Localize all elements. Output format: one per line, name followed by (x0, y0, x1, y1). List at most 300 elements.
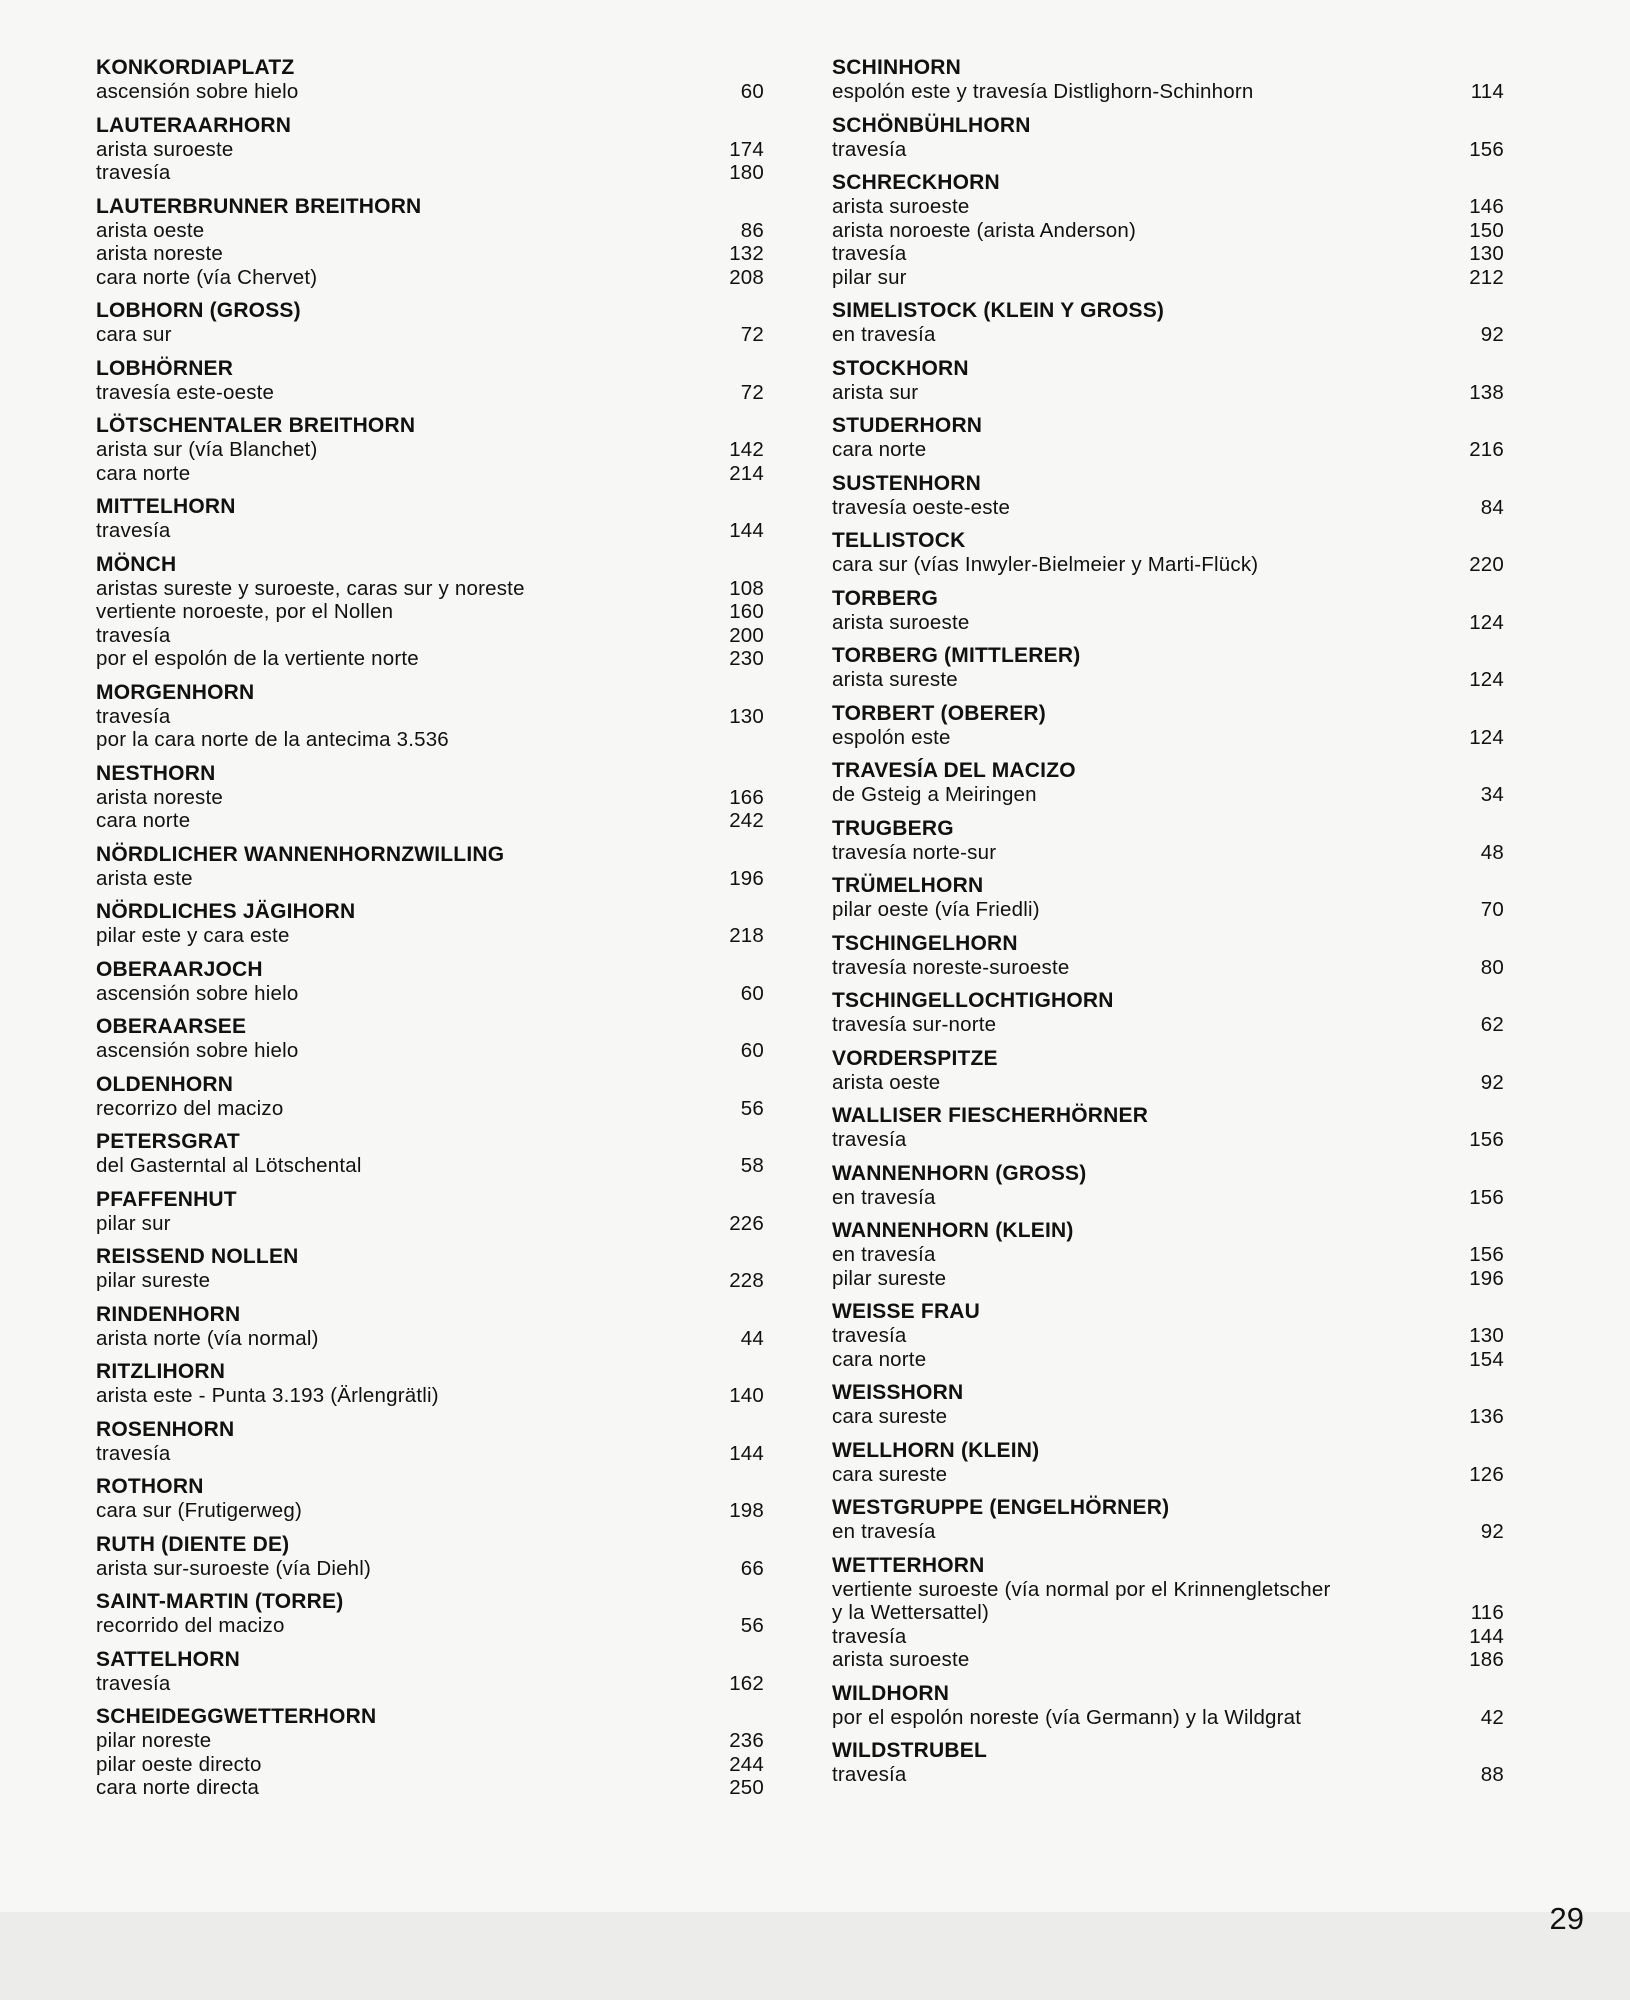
route-page-number: 218 (729, 924, 764, 947)
route-row (832, 195, 1504, 219)
entry-title: WEISSE FRAU (832, 1300, 981, 1323)
route-row (832, 1348, 1504, 1372)
index-entry (832, 817, 1504, 865)
route-row (96, 1039, 764, 1063)
route-name: cara norte (832, 1347, 927, 1371)
route-name: travesía noreste-suroeste (832, 955, 1070, 979)
route-row (832, 1601, 1504, 1625)
route-page-number: 132 (729, 242, 764, 265)
route-name: pilar sur (832, 265, 907, 289)
route-name: arista sur (832, 380, 919, 404)
route-row (96, 1212, 764, 1236)
route-name: arista suroeste (832, 610, 970, 634)
route-name: ascensión sobre hielo (96, 1039, 299, 1062)
route-name: arista sur-suroeste (vía Diehl) (96, 1556, 372, 1580)
route-row (832, 553, 1504, 577)
entry-title: VORDERSPITZE (832, 1046, 998, 1070)
index-entry (832, 1554, 1504, 1672)
route-row (96, 438, 764, 462)
route-page-number: 214 (729, 461, 764, 485)
route-page-number: 130 (1469, 242, 1504, 265)
entry-title: RUTH (DIENTE DE) (96, 1532, 290, 1556)
route-page-number: 84 (1480, 495, 1504, 519)
route-name: cara sureste (832, 1405, 948, 1428)
entry-title: WESTGRUPPE (ENGELHÖRNER) (832, 1496, 1170, 1519)
index-entry (96, 1245, 764, 1293)
index-entry (832, 702, 1504, 750)
route-row (832, 1463, 1504, 1487)
route-page-number: 150 (1469, 218, 1504, 242)
route-page-number: 56 (740, 1614, 764, 1637)
route-row (832, 138, 1504, 162)
route-page-number: 230 (729, 647, 764, 670)
route-row (832, 1520, 1504, 1544)
route-row (96, 647, 764, 671)
route-name: de Gsteig a Meiringen (832, 783, 1037, 806)
entry-title: KONKORDIAPLATZ (96, 56, 295, 79)
entry-title: SCHÖNBÜHLHORN (832, 113, 1031, 137)
entry-title: WANNENHORN (GROSS) (832, 1161, 1087, 1185)
route-page-number: 144 (729, 519, 764, 542)
route-name: pilar noreste (96, 1729, 212, 1752)
route-page-number: 226 (729, 1211, 764, 1235)
route-row (832, 496, 1504, 520)
index-entry (96, 1130, 764, 1178)
route-name: por la cara norte de la antecima 3.536 (96, 728, 449, 751)
index-entry (96, 958, 764, 1006)
route-row (96, 867, 764, 891)
route-page-number: 160 (729, 600, 764, 623)
route-page-number: 166 (729, 785, 764, 809)
index-entry (96, 762, 764, 833)
route-row (832, 1267, 1504, 1291)
page-number: 29 (1549, 1901, 1584, 1936)
route-page-number: 174 (729, 137, 764, 161)
route-name: travesía (832, 242, 907, 265)
entry-title: REISSEND NOLLEN (96, 1245, 299, 1268)
index-entry (96, 1590, 764, 1638)
route-row (96, 1557, 764, 1581)
entry-title: ROSENHORN (96, 1417, 235, 1441)
route-row (832, 438, 1504, 462)
route-name: ascensión sobre hielo (96, 981, 299, 1005)
route-row (832, 1625, 1504, 1649)
route-page-number: 162 (729, 1671, 764, 1695)
index-entry (832, 932, 1504, 980)
route-page-number: 228 (729, 1269, 764, 1292)
entry-title: LOBHORN (GROSS) (96, 299, 301, 322)
route-page-number: 92 (1480, 323, 1504, 346)
route-name: cara sur (Frutigerweg) (96, 1499, 303, 1522)
route-page-number: 144 (729, 1441, 764, 1465)
entry-title: PETERSGRAT (96, 1130, 240, 1153)
index-entry (832, 759, 1504, 807)
index-entry (832, 1439, 1504, 1487)
entry-title: RINDENHORN (96, 1302, 241, 1326)
route-name: travesía (832, 1324, 907, 1347)
route-row (832, 381, 1504, 405)
route-row (96, 1327, 764, 1351)
route-page-number: 60 (740, 1039, 764, 1062)
index-entry (96, 1073, 764, 1121)
route-name: arista suroeste (832, 195, 970, 218)
index-entry (832, 114, 1504, 162)
route-page-number: 154 (1469, 1347, 1504, 1371)
route-page-number: 124 (1469, 668, 1504, 691)
index-entry (832, 529, 1504, 577)
route-name: travesía (96, 704, 171, 728)
route-row (832, 898, 1504, 922)
route-page-number: 208 (729, 265, 764, 289)
route-name: travesía (96, 161, 171, 184)
entry-title: STOCKHORN (832, 356, 969, 380)
route-name: cara norte (832, 438, 927, 461)
route-row (832, 668, 1504, 692)
route-row (832, 1405, 1504, 1429)
route-row (832, 219, 1504, 243)
route-row (96, 1499, 764, 1523)
entry-title: SIMELISTOCK (KLEIN Y GROSS) (832, 299, 1165, 322)
route-row (96, 924, 764, 948)
route-name: pilar oeste directo (96, 1752, 262, 1776)
route-row (96, 381, 764, 405)
route-row (96, 1384, 764, 1408)
route-row (96, 219, 764, 243)
route-page-number: 48 (1480, 840, 1504, 864)
entry-title: TRUGBERG (832, 816, 954, 840)
entry-title: WEISSHORN (832, 1381, 964, 1404)
route-page-number: 66 (740, 1556, 764, 1580)
route-name: arista sur (vía Blanchet) (96, 438, 318, 461)
route-page-number: 242 (729, 809, 764, 832)
entry-title: OBERAARSEE (96, 1015, 247, 1038)
route-page-number: 130 (729, 704, 764, 728)
entry-title: SATTELHORN (96, 1647, 240, 1671)
index-entry (832, 1381, 1504, 1429)
index-entry (832, 989, 1504, 1037)
route-name: travesía (96, 1671, 171, 1695)
entry-title: TELLISTOCK (832, 529, 966, 552)
index-entry (96, 1533, 764, 1581)
route-row (96, 982, 764, 1006)
index-entry (96, 1303, 764, 1351)
index-entry (832, 1162, 1504, 1210)
route-name: travesía norte-sur (832, 840, 997, 864)
route-page-number: 144 (1469, 1624, 1504, 1648)
route-row (96, 138, 764, 162)
page-bottom-margin (0, 1912, 1630, 2000)
index-entry (96, 553, 764, 671)
route-name: travesía oeste-este (832, 495, 1011, 519)
entry-title: WETTERHORN (832, 1553, 985, 1577)
route-row (832, 323, 1504, 347)
index-entry (832, 1739, 1504, 1787)
route-row (832, 1578, 1504, 1602)
entry-title: TRÜMELHORN (832, 874, 984, 897)
route-name: espolón este y travesía Distlighorn-Schinhorn (832, 80, 1254, 103)
route-name: cara sur (96, 323, 172, 346)
index-entry (832, 1104, 1504, 1152)
route-row (832, 266, 1504, 290)
route-name: travesía (832, 1624, 907, 1648)
route-page-number: 196 (729, 866, 764, 890)
route-row (96, 1269, 764, 1293)
index-entry (96, 1705, 764, 1800)
route-name: arista norte (vía normal) (96, 1326, 319, 1350)
route-page-number: 72 (740, 380, 764, 404)
entry-title: TORBERG (MITTLERER) (832, 644, 1081, 667)
route-row (96, 1442, 764, 1466)
route-name: travesía (832, 1128, 907, 1151)
route-page-number: 58 (740, 1154, 764, 1177)
entry-title: LAUTERBRUNNER BREITHORN (96, 194, 422, 218)
route-name: vertiente noroeste, por el Nollen (96, 600, 394, 623)
entry-title: TSCHINGELHORN (832, 931, 1018, 955)
entry-title: OBERAARJOCH (96, 957, 263, 981)
index-entry (96, 681, 764, 752)
route-page-number: 114 (1470, 80, 1504, 103)
route-row (96, 323, 764, 347)
entry-title: LAUTERAARHORN (96, 113, 292, 137)
route-row (832, 726, 1504, 750)
route-page-number: 180 (729, 161, 764, 184)
route-name: cara sur (vías Inwyler-Bielmeier y Marti-Flück) (832, 553, 1259, 576)
entry-title: SCHRECKHORN (832, 171, 1000, 194)
route-page-number: 216 (1469, 438, 1504, 461)
route-page-number: 72 (740, 323, 764, 346)
route-page-number: 146 (1469, 195, 1504, 218)
route-row (832, 80, 1504, 104)
index-entry (832, 472, 1504, 520)
route-row (96, 242, 764, 266)
route-name: travesía (832, 1763, 907, 1786)
route-name: vertiente suroeste (vía normal por el Krinnengletscher (832, 1577, 1331, 1601)
entry-title: TSCHINGELLOCHTIGHORN (832, 989, 1114, 1012)
route-name: arista sureste (832, 668, 958, 691)
route-row (832, 1128, 1504, 1152)
entry-title: STUDERHORN (832, 414, 983, 437)
index-entry (832, 56, 1504, 104)
entry-title: MORGENHORN (96, 680, 255, 704)
route-name: por el espolón noreste (vía Germann) y la Wildgrat (832, 1705, 1302, 1729)
index-entry (96, 1648, 764, 1696)
route-row (832, 1648, 1504, 1672)
route-row (832, 956, 1504, 980)
route-name: cara norte (96, 461, 191, 485)
index-entry (96, 56, 764, 104)
index-entry (832, 1300, 1504, 1371)
entry-title: LÖTSCHENTALER BREITHORN (96, 414, 416, 437)
route-row (832, 1706, 1504, 1730)
route-page-number: 124 (1469, 610, 1504, 634)
route-name: del Gasterntal al Lötschental (96, 1154, 362, 1177)
route-page-number: 138 (1469, 380, 1504, 404)
index-column-left (96, 56, 764, 1810)
route-page-number: 156 (1469, 1243, 1504, 1266)
entry-title: WANNENHORN (KLEIN) (832, 1219, 1074, 1242)
entry-title: PFAFFENHUT (96, 1187, 237, 1211)
entry-title: OLDENHORN (96, 1072, 234, 1096)
entry-title: TORBERG (832, 586, 939, 610)
route-name: arista noreste (96, 242, 224, 265)
route-page-number: 236 (729, 1729, 764, 1752)
route-page-number: 220 (1469, 553, 1504, 576)
route-name: travesía (832, 137, 907, 161)
entry-title: NÖRDLICHER WANNENHORNZWILLING (96, 842, 505, 866)
route-page-number: 186 (1469, 1648, 1504, 1671)
route-name: arista noreste (96, 785, 224, 809)
route-name: arista oeste (96, 218, 205, 242)
index-entry (96, 1015, 764, 1063)
route-row (832, 1071, 1504, 1095)
route-row (96, 705, 764, 729)
route-row (96, 1097, 764, 1121)
route-row (96, 728, 764, 752)
route-name: cara norte (vía Chervet) (96, 265, 318, 289)
index-entry (832, 357, 1504, 405)
route-page-number: 198 (729, 1499, 764, 1522)
index-entry (96, 495, 764, 543)
entry-title: SCHINHORN (832, 56, 961, 79)
route-row (96, 80, 764, 104)
route-name: travesía sur-norte (832, 1013, 997, 1036)
route-name: pilar sureste (832, 1266, 947, 1290)
route-row (832, 1324, 1504, 1348)
route-page-number: 156 (1469, 1185, 1504, 1209)
index-entry (96, 195, 764, 290)
route-row (96, 809, 764, 833)
index-entry (96, 1188, 764, 1236)
route-page-number: 88 (1480, 1763, 1504, 1786)
entry-title: TRAVESÍA DEL MACIZO (832, 759, 1076, 782)
index-entry (96, 299, 764, 347)
route-name: pilar sur (96, 1211, 171, 1235)
route-page-number: 34 (1480, 783, 1504, 806)
route-page-number: 140 (729, 1384, 764, 1407)
route-page-number: 130 (1469, 1324, 1504, 1347)
route-row (832, 1013, 1504, 1037)
index-entry (832, 414, 1504, 462)
index-entry (832, 587, 1504, 635)
entry-title: WELLHORN (KLEIN) (832, 1438, 1040, 1462)
route-page-number: 92 (1480, 1520, 1504, 1543)
route-name: pilar sureste (96, 1269, 211, 1292)
route-page-number: 42 (1480, 1705, 1504, 1729)
route-row (96, 577, 764, 601)
entry-title: SCHEIDEGGWETTERHORN (96, 1705, 377, 1728)
route-row (96, 161, 764, 185)
route-row (832, 1763, 1504, 1787)
route-page-number: 200 (729, 623, 764, 647)
route-page-number: 136 (1469, 1405, 1504, 1428)
route-page-number: 108 (729, 576, 764, 600)
route-name: por el espolón de la vertiente norte (96, 647, 419, 670)
route-name: travesía este-oeste (96, 380, 275, 404)
route-name: arista este - Punta 3.193 (Ärlengrätli) (96, 1384, 439, 1407)
route-row (96, 600, 764, 624)
route-name: cara norte directa (96, 1776, 260, 1799)
index-entry (832, 1047, 1504, 1095)
route-name: travesía (96, 519, 171, 542)
route-row (96, 462, 764, 486)
route-page-number: 126 (1469, 1462, 1504, 1486)
route-name: recorrido del macizo (96, 1614, 285, 1637)
route-name: arista suroeste (832, 1648, 970, 1671)
entry-title: WALLISER FIESCHERHÖRNER (832, 1104, 1149, 1127)
route-page-number: 60 (740, 80, 764, 103)
route-page-number: 70 (1480, 898, 1504, 921)
route-row (96, 1672, 764, 1696)
route-row (96, 786, 764, 810)
route-name: arista suroeste (96, 137, 234, 161)
route-row (832, 783, 1504, 807)
index-entry (832, 874, 1504, 922)
route-name: travesía (96, 1441, 171, 1465)
route-page-number: 60 (740, 981, 764, 1005)
entry-title: SUSTENHORN (832, 471, 982, 495)
route-name: en travesía (832, 1520, 936, 1543)
route-row (832, 611, 1504, 635)
entry-title: NÖRDLICHES JÄGIHORN (96, 900, 356, 923)
index-entry (96, 357, 764, 405)
entry-title: RITZLIHORN (96, 1360, 226, 1383)
route-row (96, 1776, 764, 1800)
entry-title: WILDSTRUBEL (832, 1739, 988, 1762)
entry-title: MITTELHORN (96, 495, 236, 518)
route-page-number: 92 (1480, 1070, 1504, 1094)
route-row (96, 266, 764, 290)
entry-title: SAINT-MARTIN (TORRE) (96, 1590, 344, 1613)
index-entry (96, 1475, 764, 1523)
index-entry (832, 1496, 1504, 1544)
route-row (96, 1729, 764, 1753)
route-name: cara norte (96, 809, 191, 832)
route-page-number: 56 (740, 1096, 764, 1120)
route-name: arista este (96, 866, 193, 890)
route-page-number: 44 (740, 1326, 764, 1350)
route-row (96, 1154, 764, 1178)
route-name: arista oeste (832, 1070, 941, 1094)
route-page-number: 86 (740, 218, 764, 242)
route-page-number: 116 (1470, 1601, 1504, 1624)
route-page-number: 156 (1469, 137, 1504, 161)
route-name: aristas sureste y suroeste, caras sur y noreste (96, 576, 525, 600)
route-row (832, 242, 1504, 266)
index-entry (96, 1360, 764, 1408)
route-name: pilar oeste (vía Friedli) (832, 898, 1040, 921)
route-page-number: 142 (729, 438, 764, 461)
route-name: travesía (96, 623, 171, 647)
route-page-number: 124 (1469, 725, 1504, 749)
route-name: en travesía (832, 1243, 936, 1266)
route-row (832, 841, 1504, 865)
route-name: y la Wettersattel) (832, 1601, 990, 1624)
index-entry (96, 1418, 764, 1466)
entry-title: LOBHÖRNER (96, 356, 234, 380)
index-entry (832, 1682, 1504, 1730)
route-page-number: 244 (729, 1752, 764, 1776)
index-entry (96, 114, 764, 185)
route-row (96, 1614, 764, 1638)
route-name: espolón este (832, 725, 951, 749)
route-page-number: 212 (1469, 265, 1504, 289)
route-row (96, 1753, 764, 1777)
index-entry (832, 171, 1504, 289)
route-page-number: 250 (729, 1776, 764, 1799)
entry-title: WILDHORN (832, 1681, 950, 1705)
route-row (832, 1186, 1504, 1210)
index-entry (96, 843, 764, 891)
